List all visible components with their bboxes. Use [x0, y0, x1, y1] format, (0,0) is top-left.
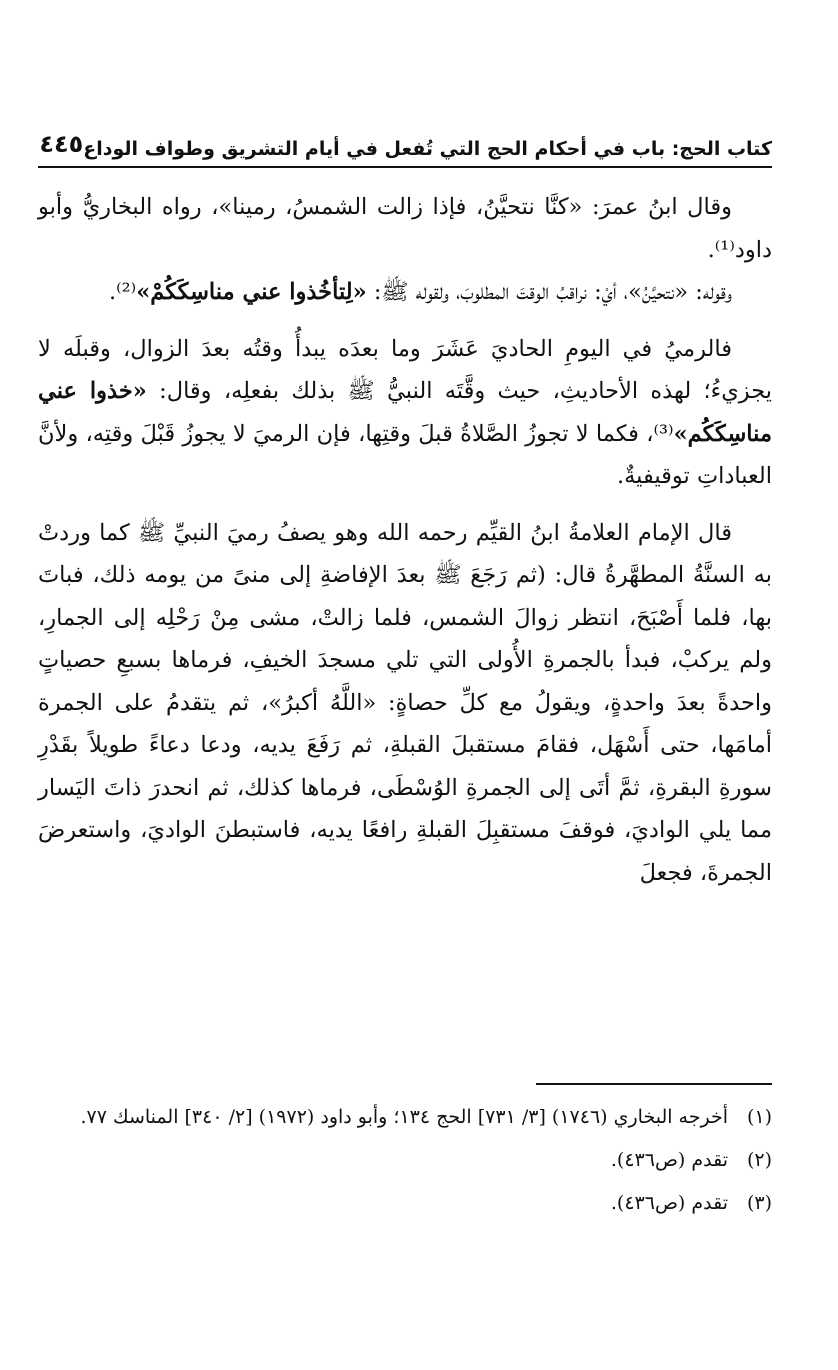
footnote-number: (٣): [746, 1192, 772, 1214]
paragraph-ibn-al-qayyim: قال الإمام العلامةُ ابنُ القيِّم رحمه الله وهو يصفُ رميَ النبيِّ ﷺ كما وردتْ به السنَّةُ المطهَّرةُ قال: (ثم رَجَعَ ﷺ بعدَ الإفاضةِ إلى منىً من يومه ذلك، فباتَ بها، فلما أَصْبَحَ، انتظر زوالَ الشمس، فلما زالتْ، مشى مِنْ رَحْلِه إلى الجمارِ، ولم يركبْ، فبدأ بالجمرةِ الأُولى التي تلي مسجدَ الخيفِ، فرماها بسبعِ حصياتٍ واحدةً بعدَ واحدةٍ، ويقولُ مع كلِّ حصاةٍ: «اللَّهُ أكبرُ»، ثم يتقدمُ على الجمرة أمامَها، حتى أَسْهَل، فقامَ مستقبلَ القبلةِ، ثم رَفَعَ يديه، ودعا دعاءً طويلاً بقَدْرِ سورةِ البقرةِ، ثمَّ أتَى إلى الجمرةِ الوُسْطَى، فرماها كذلك، ثم انحدرَ ذاتَ اليَسار مما يلي الواديَ، فوقفَ مستقبِلَ القبلةِ رافعًا يديه، فاستبطنَ الواديَ، واستعرضَ الجمرةَ، فجعلَ: [38, 519, 772, 886]
footnote-1: [38, 1096, 772, 1139]
page-number: ٤٤٥: [39, 130, 84, 158]
paragraph-ramy-time: [38, 328, 772, 498]
footnote-number: (٢): [746, 1149, 772, 1171]
paragraph-nathayyan: [38, 271, 772, 314]
paragraph-ibn-umar: وقال ابنُ عمرَ: «كنَّا نتحيَّنُ، فإذا زالت الشمسُ، رمينا»، رواه البخاريُّ وأبو داود⁽¹⁾.: [38, 194, 772, 263]
hadith-quote: «خذوا عني مناسِكَكُم»: [38, 378, 772, 447]
footnote-text: تقدم (ص٤٣٦).: [610, 1149, 728, 1171]
running-title: كتاب الحج: باب في أحكام الحج التي تُفعل في أيام التشريق وطواف الوداع: [83, 138, 772, 160]
paragraph-text: فالرميُ في اليومِ الحاديَ عَشَرَ وما بعدَه يبدأُ وقتُه بعدَ الزوال، وقبلَه لا يجزيءُ؛ لهذه الأحاديثِ، حيث وقَّتَه النبيُّ ﷺ بذلك بفعلِه، وقال:: [38, 335, 773, 404]
footnote-3: [38, 1182, 772, 1225]
footnote-divider: [536, 1083, 772, 1085]
footnote-text: أخرجه البخاري (١٧٤٦) [٣/ ٧٣١] الحج ١٣٤؛ وأبو داود (١٩٧٢) [٢/ ٣٤٠] المناسك ٧٧.: [80, 1106, 728, 1128]
footnote-number: (١): [746, 1106, 772, 1128]
footnote-2: [38, 1139, 772, 1182]
hadith-quote: «لِتأخُذوا عني مناسِكَكُمْ»: [136, 279, 367, 305]
main-text: [38, 186, 772, 894]
paragraph-text: ⁽³⁾، فكما لا تجوزُ الصَّلاةُ قبلَ وقتِها، فإن الرميَ لا يجوزُ قَبْلَ وقتِه، ولأنَّ العباداتِ توقيفيةٌ.: [38, 420, 772, 489]
footnote-ref: ⁽²⁾.: [108, 279, 137, 305]
footnotes: [38, 1096, 772, 1225]
page-header: [38, 126, 772, 168]
paragraph-text: وقوله: «نتحيَّنُ»، أيْ: نراقبُ الوقتَ المطلوبَ، ولقوله ﷺ:: [373, 279, 732, 305]
footnote-text: تقدم (ص٤٣٦).: [610, 1192, 728, 1214]
